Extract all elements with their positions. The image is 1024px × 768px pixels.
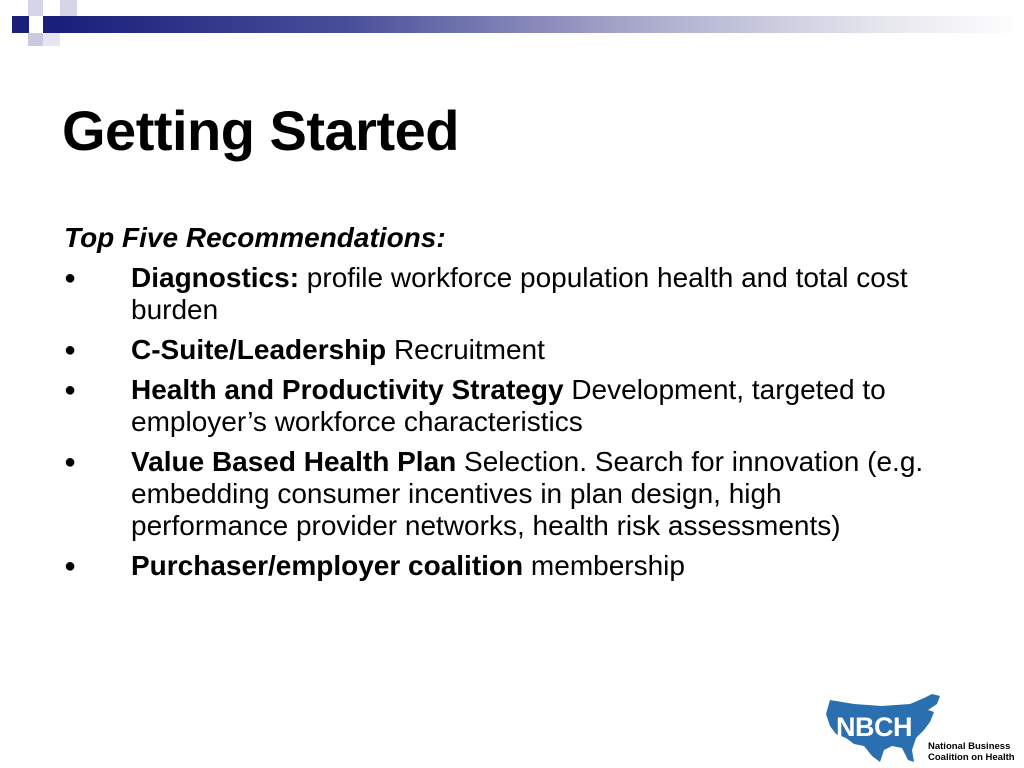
recommendations-heading: Top Five Recommendations: (64, 222, 446, 253)
bullet-icon: ● (64, 379, 77, 401)
logo-organization-name: National Business Coalition on Health (928, 741, 1015, 763)
logo-abbrev: NBCH (836, 712, 912, 742)
recommendation-text: Selection. Search for innovation (e.g. embedding consumer incentives in plan design, high performance provider networks, health risk assessments) (131, 446, 924, 541)
recommendation-bold: C-Suite/Leadership (131, 334, 387, 365)
slide-body (64, 222, 944, 590)
list-item (64, 550, 944, 582)
recommendation-text: membership (523, 550, 685, 581)
bullet-icon: ● (64, 555, 77, 577)
list-item (64, 446, 944, 542)
bullet-icon: ● (64, 451, 77, 473)
list-item (64, 262, 944, 326)
header-square-2 (43, 16, 60, 33)
recommendation-bold: Diagnostics: (131, 262, 300, 293)
recommendation-bold: Value Based Health Plan (131, 446, 457, 477)
recommendation-text: Development, targeted to employer’s workforce characteristics (131, 374, 886, 437)
list-item (64, 334, 944, 366)
bullet-icon: ● (64, 267, 77, 289)
recommendation-text: profile workforce population health and total cost burden (131, 262, 908, 325)
slide-title: Getting Started (62, 99, 459, 162)
list-item (64, 374, 944, 438)
nbch-logo (824, 690, 1016, 764)
header-decoration (0, 0, 1024, 64)
bullet-icon: ● (64, 339, 77, 361)
recommendation-text: Recruitment (386, 334, 545, 365)
header-square-1 (12, 16, 29, 33)
header-square-3 (28, 0, 43, 16)
header-square-5 (28, 33, 43, 46)
header-square-6 (43, 33, 60, 46)
header-gradient-bar (60, 16, 1024, 33)
recommendation-bold: Health and Productivity Strategy (131, 374, 564, 405)
recommendations-list (64, 262, 944, 582)
recommendation-bold: Purchaser/employer coalition (131, 550, 524, 581)
header-square-4 (60, 0, 77, 16)
